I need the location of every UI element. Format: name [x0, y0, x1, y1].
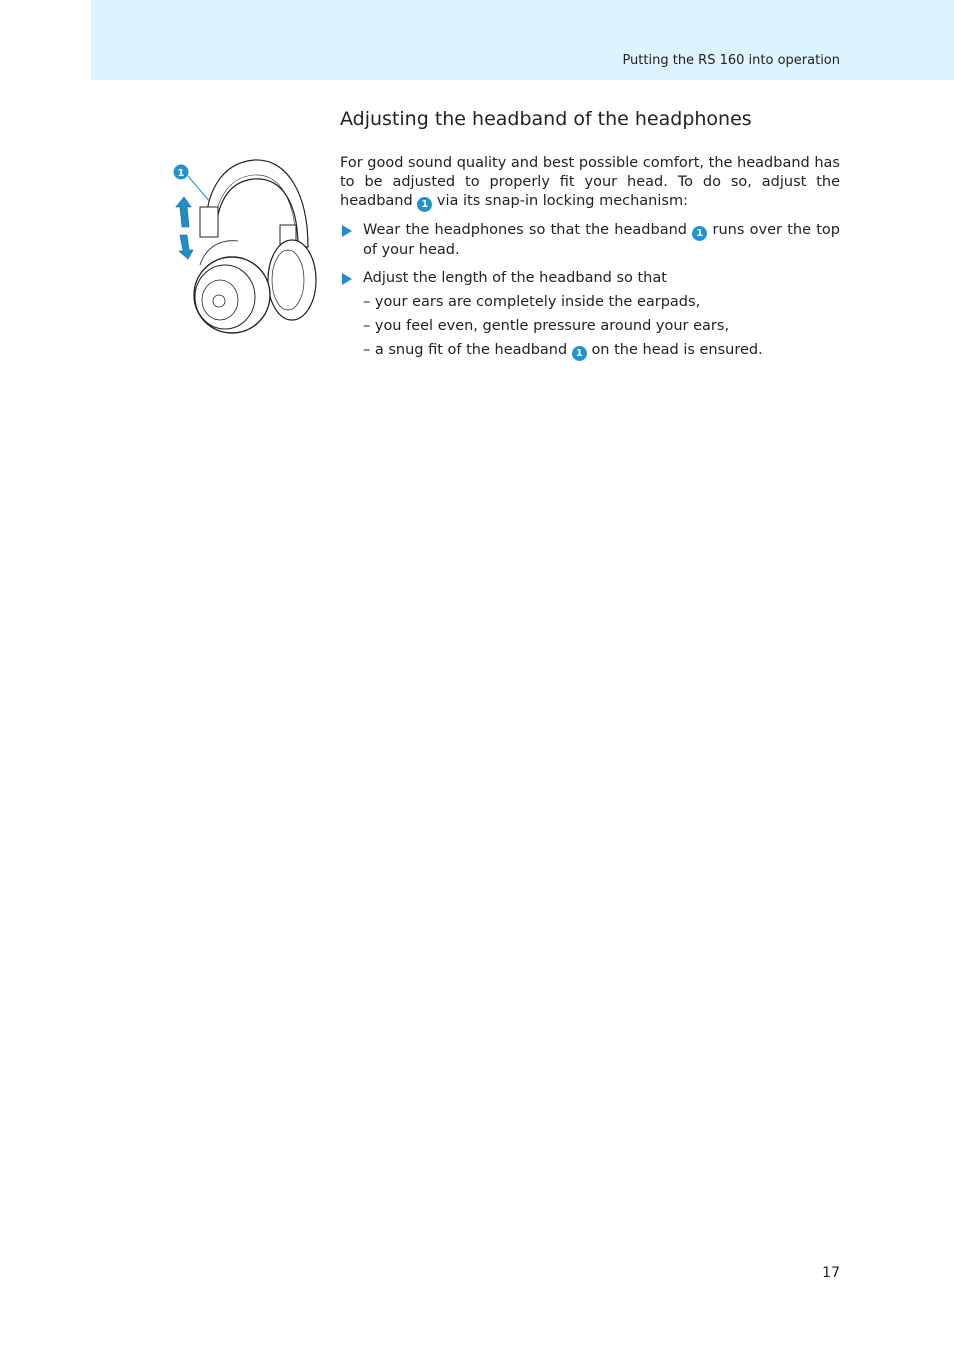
- list-item-text-end: on the head is ensured.: [591, 342, 763, 358]
- step-arrow-icon: [342, 273, 352, 285]
- list-item-text-start: – a snug fit of the headband: [363, 342, 568, 358]
- step-adjust: [340, 269, 840, 288]
- list-item: – you feel even, gentle pressure around your ears,: [363, 318, 730, 334]
- page-number: 17: [822, 1265, 840, 1281]
- headband-number-badge: 1: [692, 226, 707, 241]
- header-band: [91, 0, 954, 80]
- step-arrow-icon: [342, 225, 352, 237]
- step1-text-end: runs over the top of your head.: [363, 222, 840, 258]
- headphones-illustration: [170, 155, 320, 340]
- intro-text-end: via its snap-in locking mechanism:: [436, 193, 688, 209]
- step-wear: [340, 221, 840, 260]
- step1-text-start: Wear the headphones so that the headband: [363, 222, 687, 238]
- headband-number-badge: 1: [572, 346, 587, 361]
- list-item: – your ears are completely inside the earpads,: [363, 294, 701, 310]
- headband-number-badge: 1: [417, 197, 432, 212]
- arrow-up-icon: [176, 197, 191, 227]
- list-item: [340, 341, 840, 361]
- running-header: Putting the RS 160 into operation: [622, 53, 840, 68]
- intro-paragraph: [340, 154, 840, 212]
- body-text: [340, 154, 840, 361]
- page-title: Adjusting the headband of the headphones: [340, 108, 752, 130]
- step2-text: Adjust the length of the headband so that: [363, 270, 667, 286]
- callout-number: 1: [177, 168, 185, 179]
- adjust-criteria-list: [340, 293, 840, 361]
- arrow-down-icon: [179, 235, 193, 259]
- intro-text-start: For good sound quality and best possible comfort, the headband has to be adjusted to properly fit your head. To do so, adjust the headband: [340, 155, 840, 209]
